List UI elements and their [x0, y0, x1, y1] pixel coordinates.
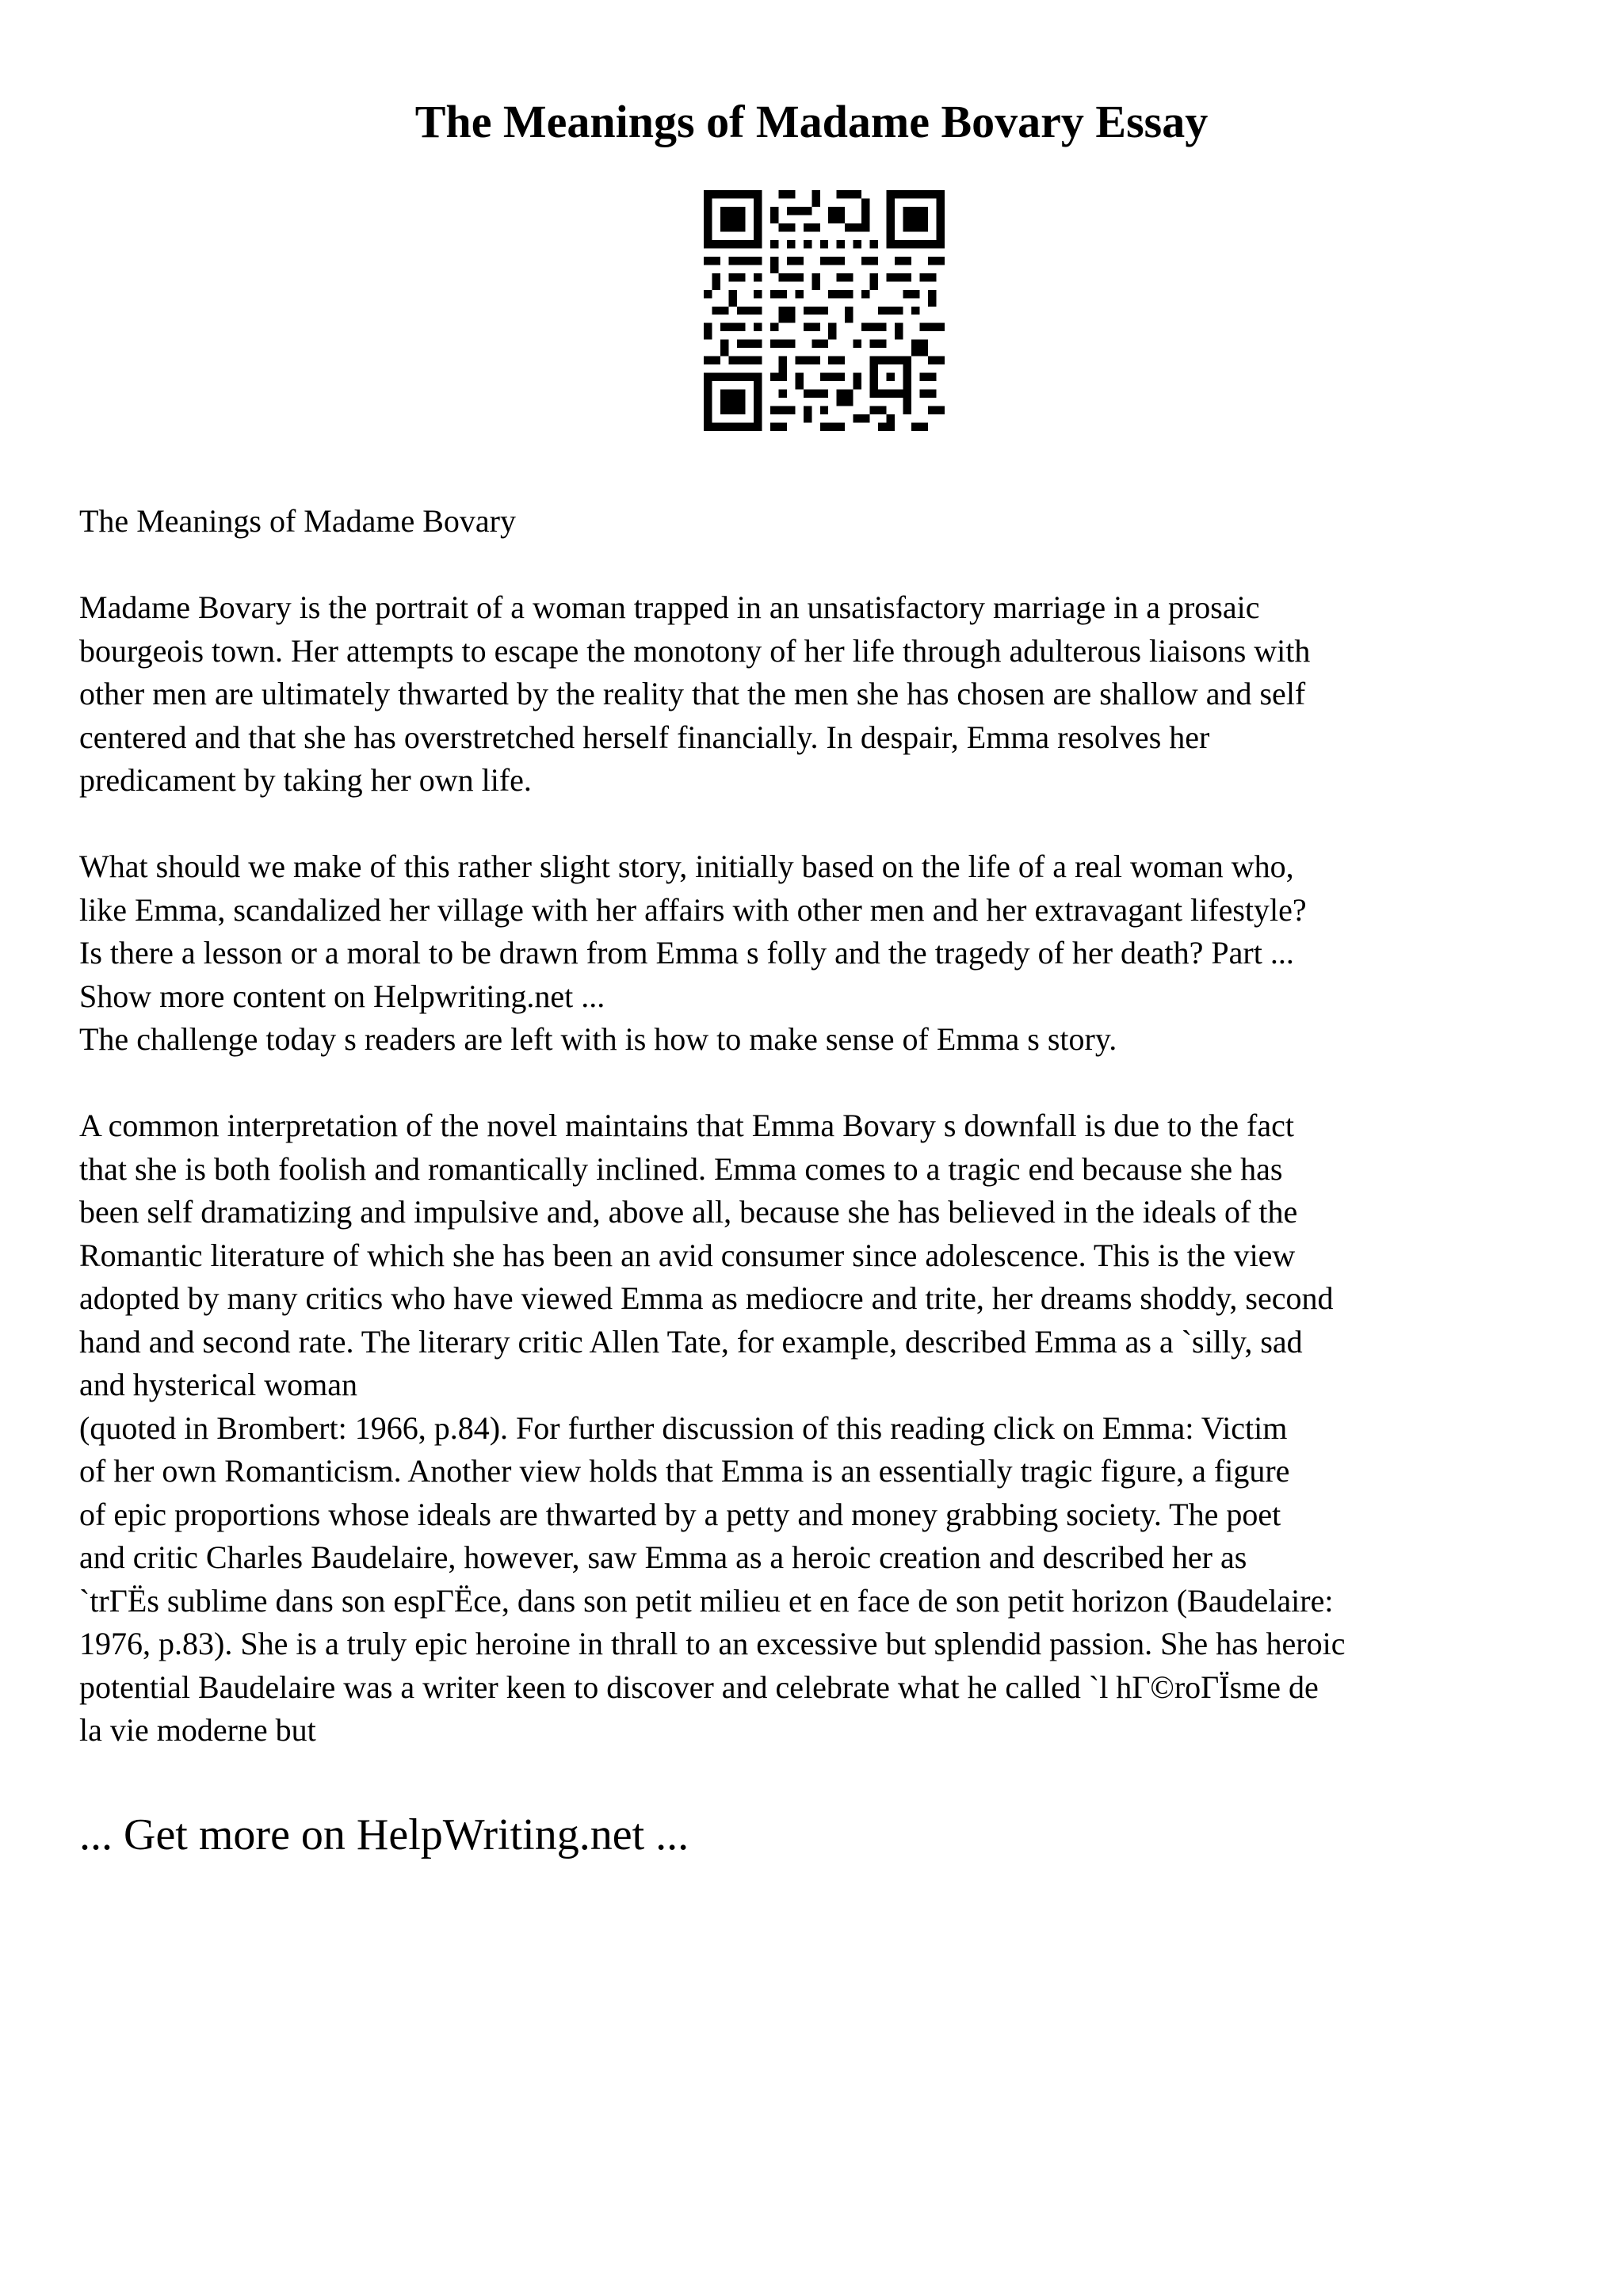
text-line: centered and that she has overstretched herself financially. In despair, Emma resolves her [79, 719, 1210, 755]
text-line: The challenge today s readers are left with is how to make sense of Emma s story. [79, 1021, 1117, 1057]
get-more-footer: ... Get more on HelpWriting.net ... [79, 1810, 689, 1859]
text-line: that she is both foolish and romantically inclined. Emma comes to a tragic end because she has [79, 1150, 1283, 1187]
text-line: hand and second rate. The literary critic Allen Tate, for example, described Emma as a `silly, sad [79, 1323, 1303, 1360]
paragraph-1 [79, 586, 1569, 803]
text-line: been self dramatizing and impulsive and, above all, because she has believed in the ideals of the [79, 1194, 1298, 1230]
text-line: A common interpretation of the novel maintains that Emma Bovary s downfall is due to the fact [79, 1108, 1294, 1143]
text-line: Show more content on Helpwriting.net ... [79, 978, 605, 1014]
text-line: 1976, p.83). She is a truly epic heroine in thrall to an excessive but splendid passion. She has heroic [79, 1626, 1346, 1661]
qr-code-graphic [704, 190, 945, 431]
text-line: and hysterical woman [79, 1367, 357, 1402]
text-line: and critic Charles Baudelaire, however, saw Emma as a heroic creation and described her as [79, 1539, 1247, 1575]
document-title: The Meanings of Madame Bovary Essay [414, 96, 1209, 147]
text-line: Is there a lesson or a moral to be drawn from Emma s folly and the tragedy of her death? Part ... [79, 935, 1294, 971]
text-line: Romantic literature of which she has been an avid consumer since adolescence. This is the view [79, 1237, 1296, 1273]
text-line: bourgeois town. Her attempts to escape the monotony of her life through adulterous liaisons with [79, 632, 1311, 669]
text-line: of her own Romanticism. Another view holds that Emma is an essentially tragic figure, a figure [79, 1453, 1290, 1489]
section-heading: The Meanings of Madame Bovary [79, 503, 516, 539]
text-line: like Emma, scandalized her village with her affairs with other men and her extravagant lifestyle? [79, 891, 1307, 928]
text-line: la vie moderne but [79, 1712, 316, 1748]
qr-code [704, 190, 945, 431]
text-line: adopted by many critics who have viewed Emma as mediocre and trite, her dreams shoddy, second [79, 1280, 1334, 1316]
paragraph-2 [79, 845, 1569, 1062]
paragraph-3 [79, 1104, 1569, 1753]
text-line: (quoted in Brombert: 1966, p.84). For further discussion of this reading click on Emma: Victim [79, 1409, 1288, 1446]
text-line: other men are ultimately thwarted by the reality that the men she has chosen are shallow and self [79, 676, 1306, 711]
text-line: of epic proportions whose ideals are thwarted by a petty and money grabbing society. The poet [79, 1496, 1281, 1532]
text-line: potential Baudelaire was a writer keen to discover and celebrate what he called `l hΓ©roΓЇsme de [79, 1669, 1319, 1705]
text-line: What should we make of this rather slight story, initially based on the life of a real woman who, [79, 849, 1294, 884]
document-body [79, 500, 1569, 1753]
text-line: Madame Bovary is the portrait of a woman trapped in an unsatisfactory marriage in a prosaic [79, 589, 1260, 625]
text-line: predicament by taking her own life. [79, 762, 532, 798]
text-line: `trΓËs sublime dans son espΓËce, dans son petit milieu et en face de son petit horizon (Baudelaire: [79, 1582, 1334, 1619]
